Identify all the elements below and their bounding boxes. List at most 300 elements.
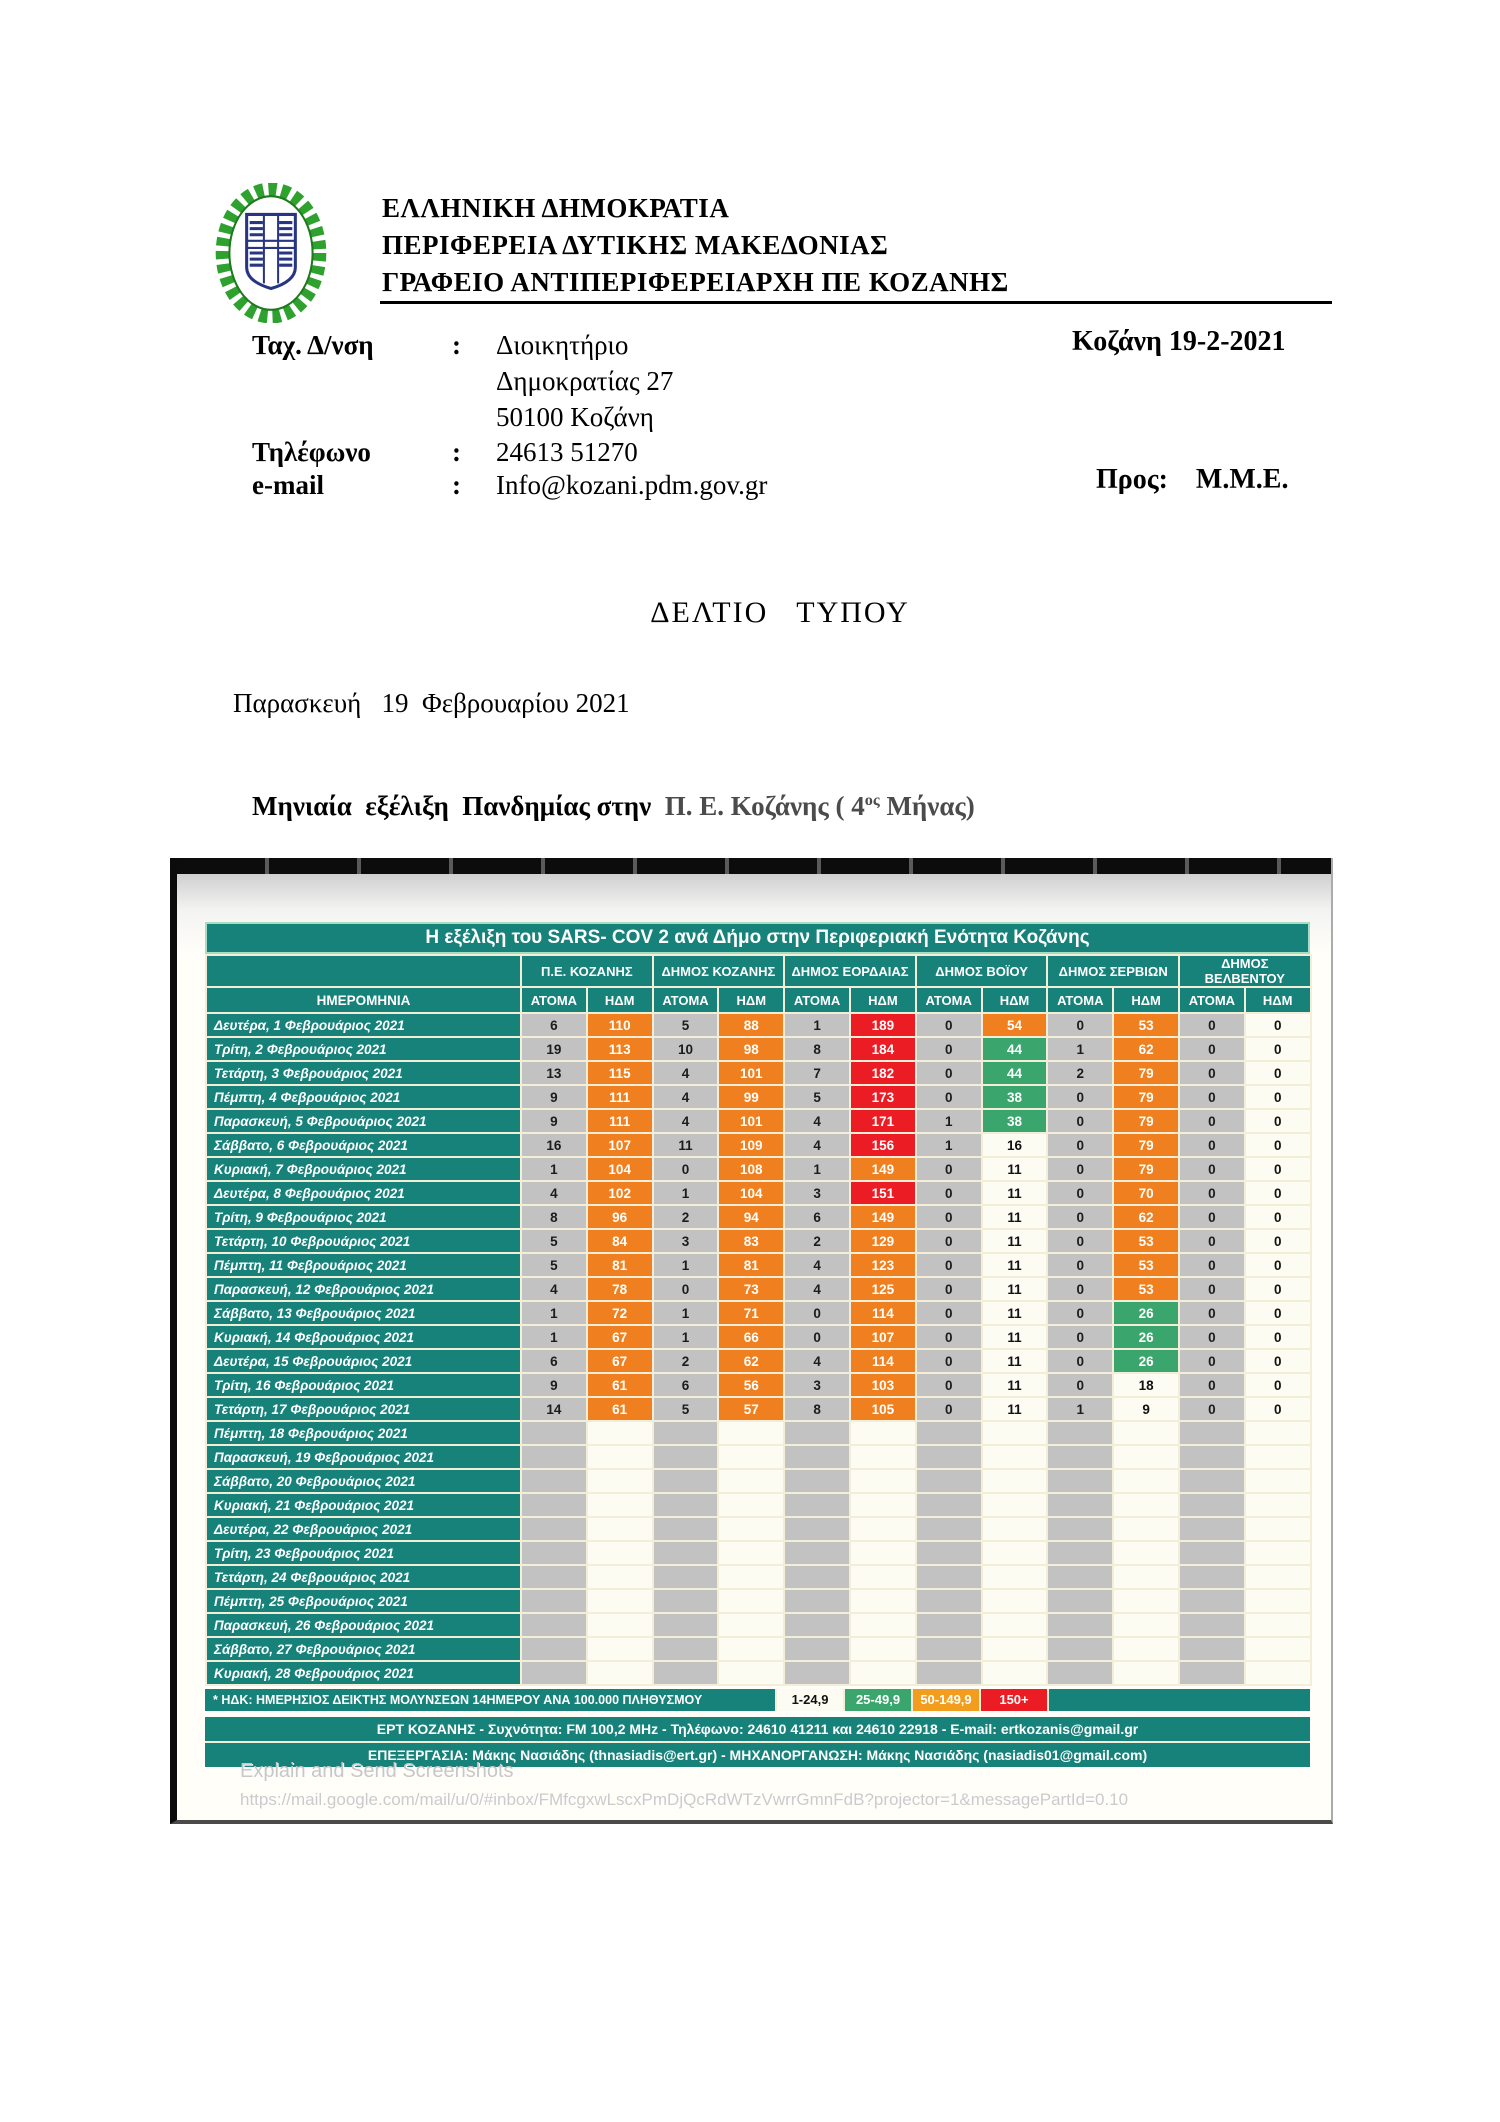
date-cell: Τετάρτη, 3 Φεβρουάριος 2021: [206, 1061, 521, 1085]
hdm-cell: [1245, 1661, 1311, 1685]
atoma-cell: [1179, 1589, 1245, 1613]
date-cell: Πέμπτη, 18 Φεβρουάριος 2021: [206, 1421, 521, 1445]
atoma-cell: [1179, 1445, 1245, 1469]
hdm-cell: 38: [982, 1109, 1048, 1133]
atoma-cell: 8: [521, 1205, 587, 1229]
atoma-cell: 0: [1047, 1373, 1113, 1397]
atoma-cell: [521, 1565, 587, 1589]
hdm-cell: 66: [718, 1325, 784, 1349]
atoma-cell: 0: [1179, 1109, 1245, 1133]
watermark-title: Explain and Send Screenshots: [240, 1760, 514, 1782]
table-footer-line: ΕΡΤ ΚΟΖΑΝΗΣ - Συχνότητα: FM 100,2 MHz - Τηλέφωνο: 24610 41211 και 24610 22918 - E-mail: ertkozanis@gmail.gr: [205, 1717, 1310, 1741]
hdm-cell: 156: [850, 1133, 916, 1157]
atoma-cell: 5: [521, 1253, 587, 1277]
date-cell: Παρασκευή, 19 Φεβρουάριος 2021: [206, 1445, 521, 1469]
hdm-cell: 103: [850, 1373, 916, 1397]
hdm-cell: [718, 1517, 784, 1541]
hdm-cell: [982, 1469, 1048, 1493]
atoma-cell: 0: [1047, 1253, 1113, 1277]
city-date: Κοζάνη 19-2-2021: [1072, 326, 1286, 357]
atoma-cell: [1047, 1469, 1113, 1493]
legend-tail: [1047, 1689, 1310, 1711]
hdm-cell: [982, 1589, 1048, 1613]
date-column-blank-header: [206, 955, 521, 987]
hdm-cell: 0: [1245, 1349, 1311, 1373]
atoma-cell: 14: [521, 1397, 587, 1421]
atoma-cell: 0: [1047, 1181, 1113, 1205]
date-cell: Παρασκευή, 12 Φεβρουάριος 2021: [206, 1277, 521, 1301]
atoma-cell: [1179, 1637, 1245, 1661]
hdm-cell: 67: [587, 1325, 653, 1349]
colon: :: [452, 330, 461, 360]
table-row: [206, 1181, 1311, 1205]
atoma-cell: [916, 1445, 982, 1469]
hdm-cell: 18: [1113, 1373, 1179, 1397]
atoma-cell: [916, 1661, 982, 1685]
table-row: [206, 1061, 1311, 1085]
atoma-cell: 4: [521, 1277, 587, 1301]
org-line-2: ΠΕΡΙΦΕΡΕΙΑ ΔΥΤΙΚΗΣ ΜΑΚΕΔΟΝΙΑΣ: [382, 230, 889, 260]
hdm-cell: 79: [1113, 1085, 1179, 1109]
hdm-cell: 70: [1113, 1181, 1179, 1205]
atoma-cell: [784, 1589, 850, 1613]
table-row: [206, 1085, 1311, 1109]
atoma-cell: [653, 1493, 719, 1517]
hdm-cell: [1113, 1637, 1179, 1661]
hdm-cell: 0: [1245, 1325, 1311, 1349]
table-title: Η εξέλιξη του SARS- COV 2 ανά Δήμο στην Περιφεριακή Ενότητα Κοζάνης: [205, 922, 1310, 954]
atoma-cell: [784, 1469, 850, 1493]
atoma-cell: [916, 1613, 982, 1637]
date-cell: Παρασκευή, 26 Φεβρουάριος 2021: [206, 1613, 521, 1637]
hdm-cell: 99: [718, 1085, 784, 1109]
atoma-cell: 9: [521, 1373, 587, 1397]
hdm-cell: 57: [718, 1397, 784, 1421]
hdm-cell: 88: [718, 1013, 784, 1037]
atoma-cell: 0: [916, 1085, 982, 1109]
atoma-cell: [653, 1517, 719, 1541]
atoma-cell: [784, 1541, 850, 1565]
hdm-cell: [982, 1517, 1048, 1541]
hdm-cell: 79: [1113, 1157, 1179, 1181]
hdm-cell: [982, 1445, 1048, 1469]
hdm-cell: [850, 1637, 916, 1661]
table-row: [206, 1541, 1311, 1565]
table-row: [206, 1253, 1311, 1277]
atoma-cell: 0: [916, 1373, 982, 1397]
atoma-cell: 2: [784, 1229, 850, 1253]
date-cell: Σάββατο, 27 Φεβρουάριος 2021: [206, 1637, 521, 1661]
atoma-cell: 0: [1179, 1037, 1245, 1061]
date-line: Παρασκευή 19 Φεβρουαρίου 2021: [233, 688, 630, 718]
hdm-cell: [1245, 1565, 1311, 1589]
hdm-cell: 0: [1245, 1397, 1311, 1421]
address-line: 50100 Κοζάνη: [496, 402, 654, 432]
atoma-cell: 9: [521, 1085, 587, 1109]
atoma-cell: 4: [653, 1085, 719, 1109]
hdm-cell: 102: [587, 1181, 653, 1205]
greek-coat-of-arms-logo: [215, 183, 327, 323]
atoma-cell: 0: [1179, 1133, 1245, 1157]
atoma-cell: [784, 1565, 850, 1589]
hdm-cell: 11: [982, 1157, 1048, 1181]
date-cell: Πέμπτη, 25 Φεβρουάριος 2021: [206, 1589, 521, 1613]
hdm-cell: 111: [587, 1085, 653, 1109]
hdm-cell: [1245, 1517, 1311, 1541]
atoma-cell: 0: [916, 1349, 982, 1373]
atoma-cell: 3: [784, 1373, 850, 1397]
atoma-cell: 6: [521, 1349, 587, 1373]
hdm-cell: 72: [587, 1301, 653, 1325]
hdm-cell: [1245, 1421, 1311, 1445]
column-group-header: ΔΗΜΟΣ ΣΕΡΒΙΩΝ: [1047, 955, 1179, 987]
hdm-cell: 62: [718, 1349, 784, 1373]
atoma-cell: 3: [784, 1181, 850, 1205]
hdm-cell: [850, 1589, 916, 1613]
atoma-cell: 0: [916, 1325, 982, 1349]
hdm-cell: 11: [982, 1205, 1048, 1229]
atoma-cell: 0: [1047, 1013, 1113, 1037]
hdm-cell: 109: [718, 1133, 784, 1157]
atoma-cell: [916, 1541, 982, 1565]
hdm-cell: 0: [1245, 1157, 1311, 1181]
hdm-cell: 114: [850, 1301, 916, 1325]
atoma-cell: [521, 1661, 587, 1685]
press-release-title: ΔΕΛΤΙΟ ΤΥΠΟΥ: [650, 596, 910, 629]
atoma-cell: 0: [1179, 1013, 1245, 1037]
hdm-cell: 0: [1245, 1013, 1311, 1037]
table-row: [206, 1517, 1311, 1541]
date-cell: Δευτέρα, 22 Φεβρουάριος 2021: [206, 1517, 521, 1541]
hdm-cell: 53: [1113, 1013, 1179, 1037]
hdm-cell: [718, 1421, 784, 1445]
hdm-cell: 113: [587, 1037, 653, 1061]
atoma-cell: 4: [521, 1181, 587, 1205]
header-rule: [380, 301, 1332, 304]
hdm-cell: 96: [587, 1205, 653, 1229]
atoma-cell: 1: [653, 1325, 719, 1349]
atoma-cell: [1179, 1661, 1245, 1685]
hdm-cell: [587, 1517, 653, 1541]
atoma-cell: 0: [784, 1325, 850, 1349]
atoma-cell: [1179, 1541, 1245, 1565]
hdm-cell: [982, 1565, 1048, 1589]
hdm-cell: 110: [587, 1013, 653, 1037]
date-cell: Δευτέρα, 15 Φεβρουάριος 2021: [206, 1349, 521, 1373]
date-cell: Κυριακή, 14 Φεβρουάριος 2021: [206, 1325, 521, 1349]
table-row: [206, 1565, 1311, 1589]
hdm-cell: 73: [718, 1277, 784, 1301]
date-cell: Σάββατο, 6 Φεβρουάριος 2021: [206, 1133, 521, 1157]
atoma-cell: 1: [1047, 1397, 1113, 1421]
atoma-cell: 4: [784, 1109, 850, 1133]
hdm-cell: 0: [1245, 1373, 1311, 1397]
atoma-cell: 0: [1047, 1349, 1113, 1373]
atoma-cell: [784, 1613, 850, 1637]
atoma-cell: 0: [1047, 1229, 1113, 1253]
hdm-cell: 173: [850, 1085, 916, 1109]
atoma-cell: [521, 1445, 587, 1469]
hdm-cell: 94: [718, 1205, 784, 1229]
atoma-cell: [1179, 1469, 1245, 1493]
sub-column-header: ΑΤΟΜΑ: [1179, 987, 1245, 1013]
table-row: [206, 1637, 1311, 1661]
atoma-cell: 0: [1179, 1205, 1245, 1229]
atoma-cell: [1179, 1613, 1245, 1637]
hdm-cell: 26: [1113, 1349, 1179, 1373]
sub-column-header: ΗΔΜ: [850, 987, 916, 1013]
hdm-cell: [587, 1589, 653, 1613]
atoma-cell: 13: [521, 1061, 587, 1085]
legend-item: 150+: [979, 1689, 1047, 1711]
atoma-cell: [1047, 1493, 1113, 1517]
hdm-cell: [718, 1445, 784, 1469]
atoma-cell: 1: [653, 1301, 719, 1325]
hdm-cell: [850, 1565, 916, 1589]
hdm-cell: [1113, 1565, 1179, 1589]
atoma-cell: [521, 1637, 587, 1661]
atoma-cell: [916, 1589, 982, 1613]
sub-column-header: ΗΔΜ: [587, 987, 653, 1013]
date-cell: Παρασκευή, 5 Φεβρουάριος 2021: [206, 1109, 521, 1133]
atoma-cell: 0: [653, 1157, 719, 1181]
atoma-cell: 19: [521, 1037, 587, 1061]
atoma-cell: 0: [1179, 1157, 1245, 1181]
sub-column-header: ΑΤΟΜΑ: [916, 987, 982, 1013]
atoma-cell: 1: [916, 1133, 982, 1157]
atoma-cell: [1179, 1565, 1245, 1589]
hdm-cell: [587, 1661, 653, 1685]
hdm-cell: 78: [587, 1277, 653, 1301]
hdm-cell: [587, 1637, 653, 1661]
hdm-cell: [982, 1493, 1048, 1517]
atoma-cell: 7: [784, 1061, 850, 1085]
atoma-cell: 0: [916, 1253, 982, 1277]
hdm-cell: [1245, 1445, 1311, 1469]
atoma-cell: [1179, 1421, 1245, 1445]
hdm-cell: 189: [850, 1013, 916, 1037]
hdm-cell: 56: [718, 1373, 784, 1397]
atoma-cell: 1: [521, 1157, 587, 1181]
atoma-cell: [653, 1445, 719, 1469]
atoma-cell: 0: [916, 1181, 982, 1205]
column-group-header: ΔΗΜΟΣ ΒΕΛΒΕΝΤΟΥ: [1179, 955, 1311, 987]
hdm-cell: [982, 1613, 1048, 1637]
hdm-cell: [850, 1469, 916, 1493]
hdm-cell: [718, 1589, 784, 1613]
hdm-cell: [850, 1445, 916, 1469]
hdm-cell: [1113, 1517, 1179, 1541]
atoma-cell: 0: [1047, 1325, 1113, 1349]
atoma-cell: 0: [916, 1061, 982, 1085]
letterhead-org-block: [382, 190, 1009, 301]
atoma-cell: 1: [784, 1013, 850, 1037]
hdm-cell: [982, 1541, 1048, 1565]
date-cell: Κυριακή, 28 Φεβρουάριος 2021: [206, 1661, 521, 1685]
atoma-cell: [784, 1517, 850, 1541]
hdm-cell: 53: [1113, 1253, 1179, 1277]
column-group-header: ΔΗΜΟΣ ΚΟΖΑΝΗΣ: [653, 955, 785, 987]
hdm-cell: [587, 1565, 653, 1589]
atoma-cell: 1: [1047, 1037, 1113, 1061]
table-row: [206, 1469, 1311, 1493]
hdm-cell: [587, 1421, 653, 1445]
hdm-cell: 0: [1245, 1133, 1311, 1157]
address-label: Ταχ. Δ/νση: [252, 330, 374, 360]
atoma-cell: 0: [1047, 1277, 1113, 1301]
atoma-cell: 0: [1179, 1397, 1245, 1421]
date-cell: Τρίτη, 2 Φεβρουάριος 2021: [206, 1037, 521, 1061]
hdm-cell: 0: [1245, 1109, 1311, 1133]
atoma-cell: [1047, 1613, 1113, 1637]
atoma-cell: [521, 1493, 587, 1517]
date-cell: Τετάρτη, 24 Φεβρουάριος 2021: [206, 1565, 521, 1589]
atoma-cell: [653, 1613, 719, 1637]
atoma-cell: 0: [1179, 1181, 1245, 1205]
date-cell: Σάββατο, 13 Φεβρουάριος 2021: [206, 1301, 521, 1325]
hdm-cell: 0: [1245, 1301, 1311, 1325]
hdm-cell: 0: [1245, 1085, 1311, 1109]
atoma-cell: [916, 1493, 982, 1517]
hdm-cell: 44: [982, 1037, 1048, 1061]
hdm-cell: 53: [1113, 1229, 1179, 1253]
atoma-cell: 4: [653, 1109, 719, 1133]
atoma-cell: [916, 1421, 982, 1445]
hdm-cell: [982, 1637, 1048, 1661]
atoma-cell: 4: [784, 1253, 850, 1277]
watermark: [240, 1760, 1128, 1810]
subject-line: [225, 760, 975, 853]
hdm-cell: [587, 1445, 653, 1469]
hdm-cell: 123: [850, 1253, 916, 1277]
atoma-cell: 16: [521, 1133, 587, 1157]
atoma-cell: [1047, 1541, 1113, 1565]
atoma-cell: [784, 1421, 850, 1445]
hdm-cell: 108: [718, 1157, 784, 1181]
phone-label: Τηλέφωνο: [252, 437, 371, 467]
atoma-cell: 0: [916, 1277, 982, 1301]
hdm-cell: [1113, 1469, 1179, 1493]
hdm-cell: [718, 1565, 784, 1589]
table-row: [206, 1205, 1311, 1229]
hdm-cell: 79: [1113, 1133, 1179, 1157]
date-cell: Σάββατο, 20 Φεβρουάριος 2021: [206, 1469, 521, 1493]
hdm-cell: [1245, 1493, 1311, 1517]
hdm-cell: [1113, 1661, 1179, 1685]
atoma-cell: 0: [916, 1013, 982, 1037]
covid-table: [205, 954, 1312, 1686]
atoma-cell: 1: [916, 1109, 982, 1133]
atoma-cell: 0: [1179, 1325, 1245, 1349]
hdm-cell: 11: [982, 1301, 1048, 1325]
hdm-cell: 61: [587, 1373, 653, 1397]
atoma-cell: 0: [916, 1301, 982, 1325]
atoma-cell: 0: [1047, 1301, 1113, 1325]
phone-value: 24613 51270: [496, 437, 638, 467]
atoma-cell: 0: [916, 1157, 982, 1181]
hdm-cell: 104: [587, 1157, 653, 1181]
atoma-cell: 8: [784, 1037, 850, 1061]
hdm-cell: [1245, 1637, 1311, 1661]
hdm-cell: [850, 1661, 916, 1685]
atoma-cell: 5: [653, 1397, 719, 1421]
atoma-cell: [653, 1541, 719, 1565]
hdm-cell: [1113, 1541, 1179, 1565]
hdm-cell: 0: [1245, 1253, 1311, 1277]
hdm-cell: 11: [982, 1253, 1048, 1277]
date-cell: Πέμπτη, 11 Φεβρουάριος 2021: [206, 1253, 521, 1277]
table-row: [206, 1109, 1311, 1133]
atoma-cell: 0: [1047, 1085, 1113, 1109]
atoma-cell: [521, 1613, 587, 1637]
hdm-cell: 98: [718, 1037, 784, 1061]
atoma-cell: [521, 1541, 587, 1565]
atoma-cell: [784, 1637, 850, 1661]
atoma-cell: 1: [784, 1157, 850, 1181]
atoma-cell: [653, 1637, 719, 1661]
hdm-cell: 114: [850, 1349, 916, 1373]
hdm-cell: 79: [1113, 1061, 1179, 1085]
hdm-cell: [718, 1613, 784, 1637]
atoma-cell: [916, 1469, 982, 1493]
atoma-cell: 0: [916, 1037, 982, 1061]
hdm-cell: 62: [1113, 1037, 1179, 1061]
hdm-cell: [1245, 1541, 1311, 1565]
atoma-cell: [653, 1565, 719, 1589]
atoma-cell: 11: [653, 1133, 719, 1157]
to-value: Μ.Μ.Ε.: [1195, 464, 1289, 495]
address-line: Διοικητήριο: [496, 330, 629, 360]
recipient-line: [1096, 464, 1288, 496]
hdm-cell: 101: [718, 1061, 784, 1085]
atoma-cell: [653, 1421, 719, 1445]
hdm-cell: [587, 1613, 653, 1637]
atoma-cell: [1047, 1565, 1113, 1589]
legend-cells: [775, 1689, 1047, 1711]
table-row: [206, 1157, 1311, 1181]
hdm-cell: 115: [587, 1061, 653, 1085]
atoma-cell: [653, 1469, 719, 1493]
hdm-cell: 184: [850, 1037, 916, 1061]
hdm-cell: 16: [982, 1133, 1048, 1157]
org-line-1: ΕΛΛΗΝΙΚΗ ΔΗΜΟΚΡΑΤΙΑ: [382, 193, 730, 223]
atoma-cell: 2: [653, 1205, 719, 1229]
hdm-cell: 104: [718, 1181, 784, 1205]
hdm-cell: 125: [850, 1277, 916, 1301]
table-row: [206, 1229, 1311, 1253]
hdm-cell: 83: [718, 1229, 784, 1253]
atoma-cell: [1047, 1661, 1113, 1685]
hdm-cell: [718, 1541, 784, 1565]
atoma-cell: [916, 1517, 982, 1541]
legend-item: 1-24,9: [775, 1689, 843, 1711]
colon: :: [452, 437, 461, 467]
hdm-cell: [1245, 1613, 1311, 1637]
date-cell: Πέμπτη, 4 Φεβρουάριος 2021: [206, 1085, 521, 1109]
hdm-cell: [1113, 1589, 1179, 1613]
embedded-screenshot-frame: [170, 858, 1333, 1824]
hdm-cell: 11: [982, 1277, 1048, 1301]
hdm-cell: 0: [1245, 1037, 1311, 1061]
hdm-cell: 0: [1245, 1229, 1311, 1253]
atoma-cell: 4: [653, 1061, 719, 1085]
atoma-cell: 9: [521, 1109, 587, 1133]
sub-column-header: ΑΤΟΜΑ: [784, 987, 850, 1013]
hdm-cell: [718, 1637, 784, 1661]
atoma-cell: 8: [784, 1397, 850, 1421]
date-cell: Τρίτη, 16 Φεβρουάριος 2021: [206, 1373, 521, 1397]
atoma-cell: 3: [653, 1229, 719, 1253]
